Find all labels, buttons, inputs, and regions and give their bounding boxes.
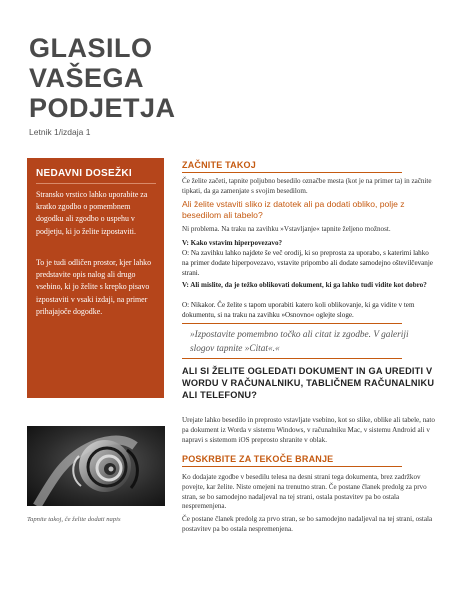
pull-quote: »Izpostavite pomembno točko ali citat iz zgodbe. V galeriji slogov tapnite »Citat«.« [190, 330, 409, 354]
section-body: Če želite začeti, tapnite poljubno besedilo označbe mesta (kot je na primer ta) in začnite tipkati, da ga zamenjate s svojim besedilom. [182, 177, 432, 195]
sidebar-divider [36, 183, 156, 184]
sidebar-paragraph-2: To je tudi odličen prostor, kjer lahko predstavite opis nalog ali drugo vsebino, ki jo želite s krepko pisavo izpostaviti v vsaki izdaji, na primer prihajajoče dogodke. [36, 258, 152, 316]
title-line-1: GLASILO [29, 33, 153, 63]
sidebar-paragraph-1: Stransko vrstico lahko uporabite za kratko zgodbo o pomembnem dogodku ali zgodbo o uspehu v podjetju, ki jo želite izpostaviti. [36, 190, 148, 236]
question-1: V: Kako vstavim hiperpovezavo? [182, 239, 283, 247]
section-heading-start: ZAČNITE TAKOJ [182, 160, 256, 170]
section-word-body: Urejate lahko besedilo in preprosto vstavljate vsebino, kot so slike, oblike ali tabele, nato pa dokument iz Worda v sistemu Windows, v računalniku Mac, v sistemu Android ali v napravi s sistemom iOS preprosto shranite v oblak. [182, 416, 435, 444]
pullquote-top-rule [182, 323, 402, 324]
pullquote-bottom-rule [182, 358, 402, 359]
photo-caption: Tapnite takoj, če želite dodati napis [27, 516, 121, 523]
section-body-2: Ni problema. Na traku na zavihku »Vstavljanje« tapnite željeno možnost. [182, 225, 391, 233]
section-heading-reading: POSKRBITE ZA TEKOČE BRANJE [182, 454, 334, 464]
answer-2: O: Nikakor. Če želite s tapom uporabiti katero koli oblikovanje, ki ga vidite v tem dokumentu, si na traku na zavihku »Osnovno« oglejte sloge. [182, 301, 415, 319]
issue-label: Letnik 1/izdaja 1 [29, 127, 91, 137]
violin-scroll-photo [27, 426, 165, 506]
question-2: V: Ali mislite, da je težko oblikovati dokument, ki ga lahko tudi vidite kot dobro? [182, 281, 427, 289]
violin-scroll-image [27, 426, 165, 506]
answer-1: O: Na zavihku lahko najdete še več orodij, ki so preprosta za uporabo, s katerimi lahko na primer dodate hiperpovezavo, vstavite pripombo ali dodate samodejno oštevilčevanje strani. [182, 249, 433, 277]
sidebar-heading: NEDAVNI DOSEŽKI [36, 168, 132, 179]
section-divider [182, 172, 402, 173]
section-heading-word: ALI SI ŽELITE OGLEDATI DOKUMENT IN GA UREDITI V WORDU V RAČUNALNIKU, TABLIČNEM RAČUNALNIKU ALI TELEFONU? [182, 366, 435, 400]
section-reading-body-2: Če postane članek predolg za prvo stran, se bo samodejno nadaljeval na tej strani, ostala postavitev pa bo ostala nespremenjena. [182, 515, 433, 533]
section-subheading: Ali želite vstaviti sliko iz datotek ali pa dodati obliko, polje z besedilom ali tabelo? [182, 199, 405, 220]
sidebar-box [27, 158, 164, 398]
section-reading-divider [182, 466, 402, 467]
section-reading-body: Ko dodajate zgodbe v besedilu telesa na desni strani tega dokumenta, brez zadržkov povejte, kar želite. Niste omejeni na trenutno stran. Če postane članek predolg za prvo stran, se bo samodejno nadaljeval na tej strani, ostala postavitev pa bo ostala nespremenjena. [182, 473, 427, 511]
title-line-2: VAŠEGA [29, 63, 145, 93]
title-line-3: PODJETJA [29, 93, 176, 123]
newsletter-title [29, 33, 289, 123]
